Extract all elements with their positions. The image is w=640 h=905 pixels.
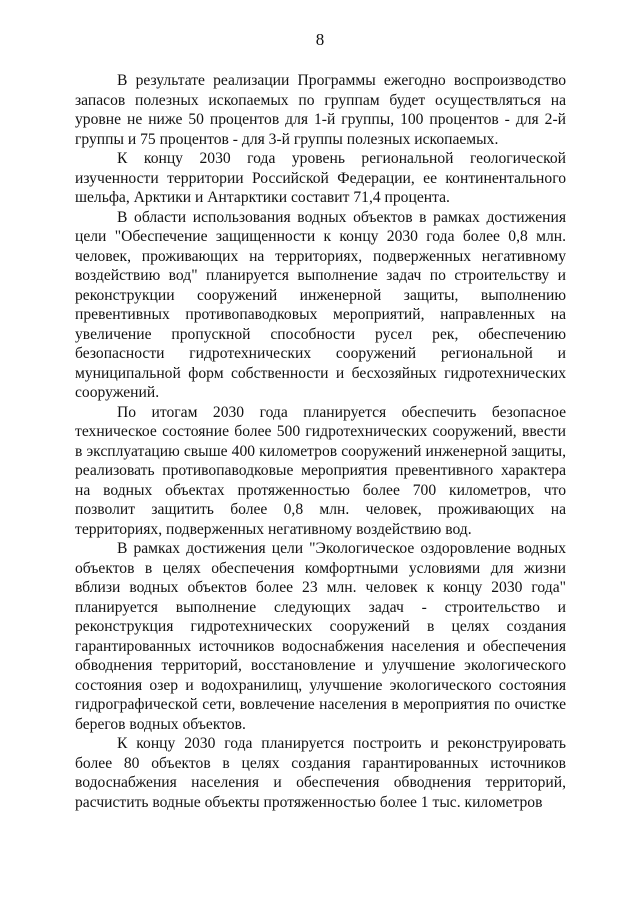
paragraph-2030-results: По итогам 2030 года планируется обеспечить безопасное техническое состояние более 500 гидротехнических сооружений, ввести в эксплуатацию свыше 400 километров сооружений инженерной защиты, реализовать противопаводковые мероприятия превентивного характера на водных объектах протяженностью более 700 километров, что позволит защитить более 0,8 млн. человек, проживающих на территориях, подверженных негативному воздействию вод. — [75, 403, 566, 538]
paragraph-geological-study: К концу 2030 года уровень региональной геологической изученности территории Российской Федерации, ее континентального шельфа, Арктики и Антарктики составит 71,4 процента. — [75, 150, 566, 206]
paragraph-mineral-reproduction: В результате реализации Программы ежегодно воспроизводство запасов полезных ископаемых по группам будет осуществляться на уровне не ниже 50 процентов для 1-й группы, 100 процентов - для 2-й группы и 75 процентов - для 3-й группы полезных ископаемых. — [75, 72, 566, 148]
page-number: 8 — [315, 30, 325, 49]
paragraph-ecological-goal: В рамках достижения цели "Экологическое оздоровление водных объектов в целях обеспечения комфортными условиями для жизни вблизи водных объектов более 23 млн. человек к концу 2030 года" планируется выполнение следующих задач - строительство и реконструкция гидротехнических сооружений в целях создания гарантированных источников водоснабжения населения и обеспечения обводнения территорий, восстановление и улучшение экологического состояния озер и водохранилищ, улучшение экологического состояния гидрографической сети, вовлечение населения в мероприятия по очистке берегов водных объектов. — [75, 540, 566, 733]
document-body — [75, 71, 566, 812]
paragraph-2030-construction: К концу 2030 года планируется построить и реконструировать более 80 объектов в целях создания гарантированных источников водоснабжения населения и обеспечения обводнения территорий, расчистить водные объекты протяженностью более 1 тыс. километров — [75, 735, 566, 811]
paragraph-water-protection-goal: В области использования водных объектов в рамках достижения цели "Обеспечение защищенности к концу 2030 года более 0,8 млн. человек, проживающих на территориях, подверженных негативному воздействию вод" планируется выполнение задач по строительству и реконструкции сооружений инженерной защиты, выполнению превентивных противопаводковых мероприятий, направленных на увеличение пропускной способности русел рек, обеспечению безопасности гидротехнических сооружений региональной и муниципальной форм собственности и бесхозяйных гидротехнических сооружений. — [75, 208, 566, 401]
